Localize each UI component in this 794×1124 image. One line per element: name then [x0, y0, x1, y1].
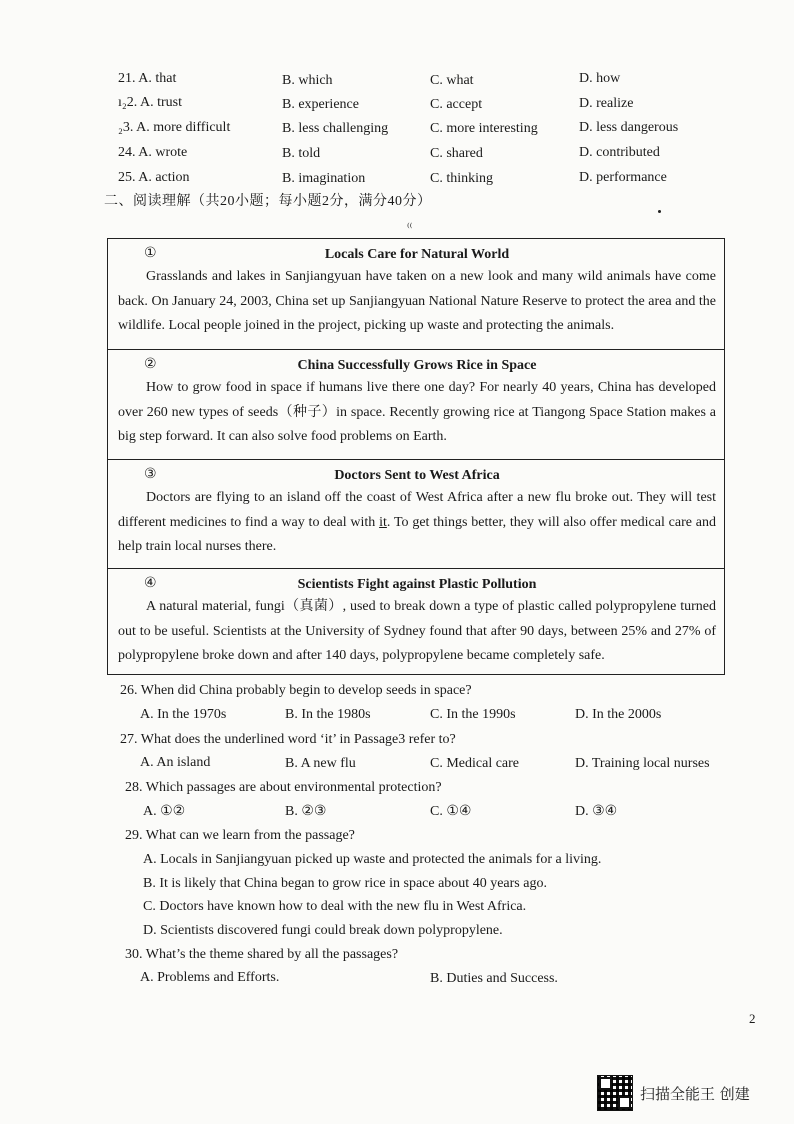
q29-c: C. Doctors have known how to deal with the new flu in West Africa.: [143, 899, 527, 914]
q26-c: C. In the 1990s: [430, 707, 516, 722]
q22-d: D. realize: [579, 96, 634, 111]
passage-title: Scientists Fight against Plastic Pollution: [297, 577, 537, 592]
q24-c: C. shared: [430, 146, 483, 161]
q27-a: A. An island: [140, 755, 211, 770]
q25-c: C. thinking: [430, 171, 494, 186]
q28-stem: 28. Which passages are about environmental protection?: [125, 780, 442, 795]
passage-text: Grasslands and lakes in Sanjiangyuan have taken on a new look and many wild animals have come back. On January 24, 2003, China set up Sanjiangyuan National Nature Reserve to protect the area and the wildlife. Local people joined in the project, picking up waste and protecting the animals.: [118, 269, 716, 333]
q27-stem: 27. What does the underlined word ‘it’ in Passage3 refer to?: [120, 732, 456, 747]
q30-stem: 30. What’s the theme shared by all the passages?: [125, 947, 399, 962]
q21-d: D. how: [579, 71, 621, 86]
stray-mark: ⁽⁽: [407, 222, 413, 234]
q22-c: C. accept: [430, 97, 483, 112]
passage-title: Locals Care for Natural World: [324, 247, 510, 262]
q27-b: B. A new flu: [285, 756, 356, 771]
q28-b: B. ②③: [285, 804, 327, 819]
q25-b: B. imagination: [282, 171, 366, 186]
q28-a: A. ①②: [143, 804, 186, 819]
passage-4: [107, 568, 725, 675]
qr-code-icon: [597, 1075, 633, 1111]
q22-a: ı₂2. A. trust: [118, 95, 182, 110]
q27-c: C. Medical care: [430, 756, 520, 771]
q23-d: D. less dangerous: [579, 120, 679, 135]
passage-title: Doctors Sent to West Africa: [334, 468, 500, 483]
passage-number: ④: [144, 575, 157, 591]
q21-c: C. what: [430, 73, 474, 88]
passage-text-start: Doctors are flying to an island off the coast of West Africa after a new flu broke out. They will test different medicines to find a way to deal with: [118, 490, 716, 530]
q29-a: A. Locals in Sanjiangyuan picked up waste and protected the animals for a living.: [143, 852, 602, 867]
passage-2: [107, 349, 725, 460]
q21-a: 21. A. that: [118, 71, 177, 86]
q30-a: A. Problems and Efforts.: [140, 970, 280, 985]
q24-a: 24. A. wrote: [118, 145, 188, 160]
passage-header: [118, 464, 716, 486]
passage-3: [107, 459, 725, 569]
q23-c: C. more interesting: [430, 121, 538, 136]
passage-number: ③: [144, 466, 157, 482]
q28-d: D. ③④: [575, 804, 618, 819]
q22-b: B. experience: [282, 97, 359, 112]
q21-b: B. which: [282, 73, 333, 88]
q24-b: B. told: [282, 146, 321, 161]
q29-b: B. It is likely that China began to grow rice in space about 40 years ago.: [143, 876, 547, 891]
q25-a: 25. A. action: [118, 170, 190, 185]
passage-number: ①: [144, 245, 157, 261]
q26-stem: 26. When did China probably begin to develop seeds in space?: [120, 683, 472, 698]
q23-b: B. less challenging: [282, 121, 389, 136]
passage-text: A natural material, fungi（真菌）, used to break down a type of plastic called polypropylene turned out to be useful. Scientists at the University of Sydney found that after 90 days, between 25% and 27% of polypropylene broke down and after 140 days, polypropylene became completely safe.: [118, 599, 716, 663]
passage-text: How to grow food in space if humans live there one day? For nearly 40 years, China has developed over 260 new types of seeds（种子）in space. Recently growing rice at Tiangong Space Station makes a big step forward. It can also solve food problems on Earth.: [118, 380, 716, 444]
passage-header: [118, 243, 716, 265]
page-number: 2: [749, 1011, 756, 1026]
passage-text-end: . To get things better, they will also offer medical care and help train local nurses there.: [118, 514, 717, 554]
underlined-word: it: [379, 514, 387, 530]
q23-a: ₂3. A. more difficult: [118, 120, 231, 135]
section-title: 二、阅读理解（共20小题；每小题2分，满分40分）: [104, 194, 432, 209]
passage-text: [118, 486, 716, 560]
q30-b: B. Duties and Success.: [430, 971, 558, 986]
scanner-watermark: 扫描全能王 创建: [640, 1085, 750, 1103]
q29-d: D. Scientists discovered fungi could break down polypropylene.: [143, 923, 503, 938]
passage-header: [118, 573, 716, 595]
passage-header: [118, 354, 716, 376]
stray-dot: [658, 210, 661, 213]
q26-d: D. In the 2000s: [575, 707, 662, 722]
passage-title: China Successfully Grows Rice in Space: [297, 358, 537, 373]
passage-number: ②: [144, 356, 157, 372]
q26-a: A. In the 1970s: [140, 707, 227, 722]
q25-d: D. performance: [579, 170, 667, 185]
q27-d: D. Training local nurses: [575, 756, 710, 771]
q26-b: B. In the 1980s: [285, 707, 371, 722]
passage-1: [107, 238, 725, 350]
q29-stem: 29. What can we learn from the passage?: [125, 828, 355, 843]
q28-c: C. ①④: [430, 804, 472, 819]
q24-d: D. contributed: [579, 145, 660, 160]
